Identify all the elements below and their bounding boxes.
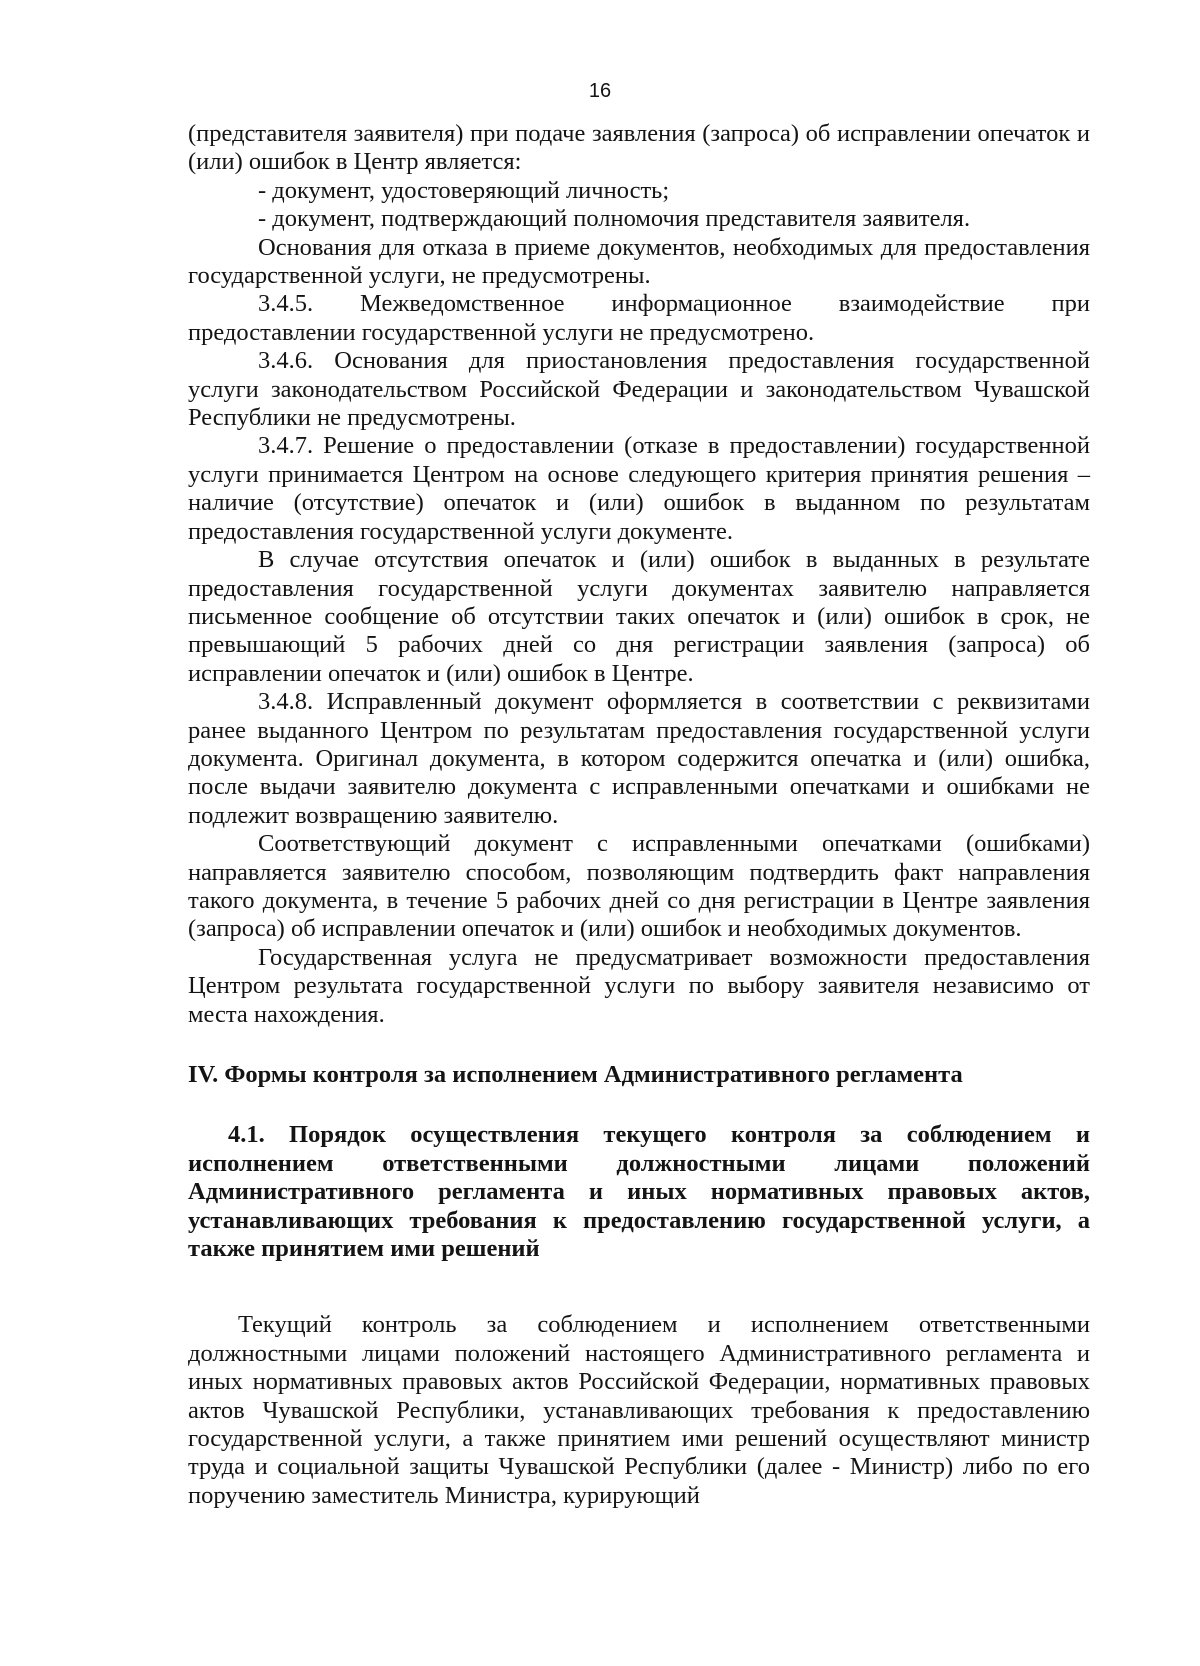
page-number: 16 [588,80,612,102]
list-item-identity-document: - документ, удостоверяющий личность; [258,176,670,204]
spacer [188,1029,1090,1061]
paragraph-3-4-5: 3.4.5. Межведомственное информационное взаимодействие при предоставлении государственной услуги не предусмотрено. [188,290,1090,346]
paragraph-continuation: (представителя заявителя) при подаче заявления (запроса) об исправлении опечаток и (или) ошибок в Центр является: [188,120,1090,176]
spacer [188,1089,1090,1121]
spacer [188,1263,1090,1311]
paragraph-corrected-document: Соответствующий документ с исправленными опечатками (ошибками) направляется заявителю способом, позволяющим подтвердить факт направления такого документа, в течение 5 рабочих дней со дня регистрации в Центре заявления (запроса) об исправлении опечаток и (или) ошибок и необходимых документов. [188,830,1090,943]
list-item-authority-document: - документ, подтверждающий полномочия представителя заявителя. [258,205,971,233]
paragraph-refusal-grounds: Основания для отказа в приеме документов, необходимых для предоставления государственной услуги, не предусмотрены. [188,233,1090,290]
paragraph-extraterritorial: Государственная услуга не предусматривает возможности предоставления Центром результата государственной услуги по выбору заявителя независимо от места нахождения. [188,943,1090,1028]
document-body [188,120,1090,1510]
paragraph-current-control: Текущий контроль за соблюдением и исполнением ответственными должностными лицами положений настоящего Административного регламента и иных нормативных правовых актов Российской Федерации, нормативных правовых актов Чувашской Республики, устанавливающих требования к предоставлению государственной услуги, а также принятием ими решений осуществляют министр труда и социальной защиты Чувашской Республики (далее - Министр) либо по его поручению заместитель Министра, курирующий [188,1311,1090,1509]
paragraph-3-4-6: 3.4.6. Основания для приостановления предоставления государственной услуги законодательством Российской Федерации и законодательством Чувашской Республики не предусмотрены. [188,347,1090,432]
subsection-title: 4.1. Порядок осуществления текущего контроля за соблюдением и исполнением ответственными должностными лицами положений Административного регламента и иных нормативных правовых актов, устанавливающих требования к предоставлению государственной услуги, а также принятием ими решений [188,1121,1090,1263]
paragraph-no-errors-case: В случае отсутствия опечаток и (или) ошибок в выданных в результате предоставления государственной услуги документах заявителю направляется письменное сообщение об отсутствии таких опечаток и (или) ошибок в срок, не превышающий 5 рабочих дней со дня регистрации заявления (запроса) об исправлении опечаток и (или) ошибок в Центре. [188,546,1090,687]
paragraph-3-4-7: 3.4.7. Решение о предоставлении (отказе в предоставлении) государственной услуги принимается Центром на основе следующего критерия принятия решения – наличие (отсутствие) опечаток и (или) ошибок в выданном по результатам предоставления государственной услуги документе. [188,432,1090,545]
paragraph-3-4-8: 3.4.8. Исправленный документ оформляется в соответствии с реквизитами ранее выданного Центром по результатам предоставления государственной услуги документа. Оригинал документа, в котором содержится опечатка и (или) ошибка, после выдачи заявителю документа с исправленными опечатками и ошибками не подлежит возвращению заявителю. [188,688,1090,829]
section-title: IV. Формы контроля за исполнением Административного регламента [188,1061,963,1088]
